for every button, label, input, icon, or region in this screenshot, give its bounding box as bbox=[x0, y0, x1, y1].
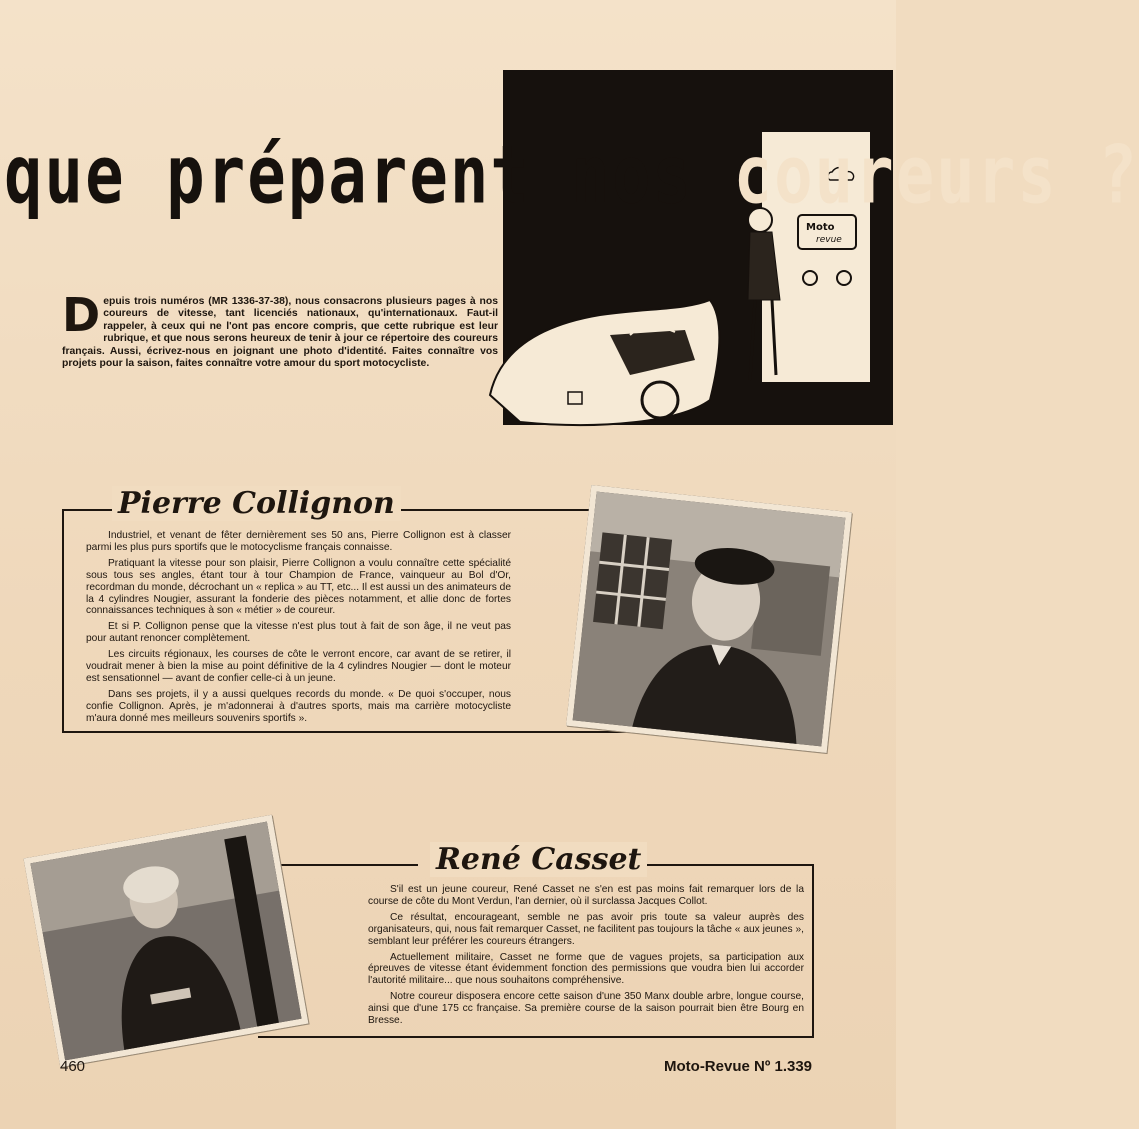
sign-text-moto: Moto bbox=[806, 222, 835, 233]
magazine-issue: Moto-Revue Nº 1.339 bbox=[664, 1058, 813, 1075]
intro-dropcap: D bbox=[62, 288, 101, 342]
collignon-heading: Pierre Collignon bbox=[112, 486, 401, 521]
casset-article bbox=[368, 884, 804, 1031]
casset-rider-image bbox=[30, 822, 301, 1061]
collignon-paragraph: Et si P. Collignon pense que la vitesse n'est plus tout à fait de son âge, il ne veut pas pour autant renoncer complètement. bbox=[86, 621, 511, 645]
casset-heading: René Casset bbox=[430, 842, 647, 877]
casset-paragraph: S'il est un jeune coureur, René Casset ne s'en est pas moins fait remarquer lors de la course de côte du Mont Verdun, l'an dernier, où il surclassa Jacques Collot. bbox=[368, 884, 804, 907]
casset-photo bbox=[24, 815, 309, 1068]
title-part-light: coureurs ? bbox=[733, 130, 1139, 223]
collignon-paragraph: Industriel, et venant de fêter dernièrement ses 50 ans, Pierre Collignon est à classer parmi les plus purs sportifs que le motocyclisme français connaisse. bbox=[86, 530, 511, 553]
collignon-article bbox=[86, 530, 511, 729]
page-title bbox=[4, 120, 1139, 233]
collignon-photo bbox=[566, 485, 852, 753]
collignon-paragraph: Pratiquant la vitesse pour son plaisir, Pierre Collignon a voulu connaître cette spécialité sous tous ses angles, étant tour à tour Champion de France, vainqueur au Bol d'Or, recordman du monde, décrochant un « replica » au TT, etc... Il est aussi un des animateurs de la 4 cylindres Nougier, assurant la fonderie des pièces notamment, et allie donc de fortes connaissances techniques à son « métier » de coureur. bbox=[86, 557, 511, 617]
casset-paragraph: Ce résultat, encourageant, semble ne pas avoir pris toute sa valeur auprès des organisateurs, qui, nous fait remarquer Casset, ne facilitent pas toujours la tâche « aux jeunes », semblant leur préférer les coureurs étrangers. bbox=[368, 911, 804, 947]
intro-text: epuis trois numéros (MR 1336-37-38), nous consacrons plusieurs pages à nos coureurs de vitesse, tant licenciés nationaux, qu'internationaux. Faut-il rappeler, à ceux qui ne l'ont pas encore compris, que cette rubrique est leur rubrique, et que nous serons heureux de tenir à jour ce répertoire des coureurs français. Aussi, écrivez-nous en joignant une photo d'identité. Faites connaître vos projets pour la saison, faites connaître votre amour du sport motocycliste. bbox=[62, 296, 498, 370]
casset-paragraph: Notre coureur disposera encore cette saison d'une 350 Manx double arbre, longue course, ainsi que d'une 175 cc française. Sa première course de la saison pourrait bien être Bourg en Bresse. bbox=[368, 991, 804, 1027]
intro-paragraph bbox=[62, 288, 498, 370]
collignon-paragraph: Dans ses projets, il y a aussi quelques records du monde. « De quoi s'occuper, nous confie Collignon. Après, je m'adonnerai à d'autres sports, mais ma carrière motocycliste m'aura donné mes meilleurs souvenirs sportifs ». bbox=[86, 688, 511, 724]
collignon-portrait-image bbox=[573, 492, 846, 747]
page-number: 460 bbox=[60, 1058, 86, 1075]
casset-paragraph: Actuellement militaire, Casset ne forme que de vagues projets, sa participation aux épreuves de vitesse étant évidemment fonction des permissions que voudra bien lui accorder l'autorité militaire... que nous souhaitons compréhensive. bbox=[368, 951, 804, 987]
sign-text-revue: revue bbox=[816, 235, 842, 245]
title-part-dark: que préparent nos bbox=[4, 130, 734, 223]
collignon-paragraph: Les circuits régionaux, les courses de côte le verront encore, car avant de se retirer, il voudrait mener à bien la mise au point définitive de la 4 cylindres Nougier — dont le moteur est sensationnel — avant de confier celle-ci à un jeune. bbox=[86, 649, 511, 684]
